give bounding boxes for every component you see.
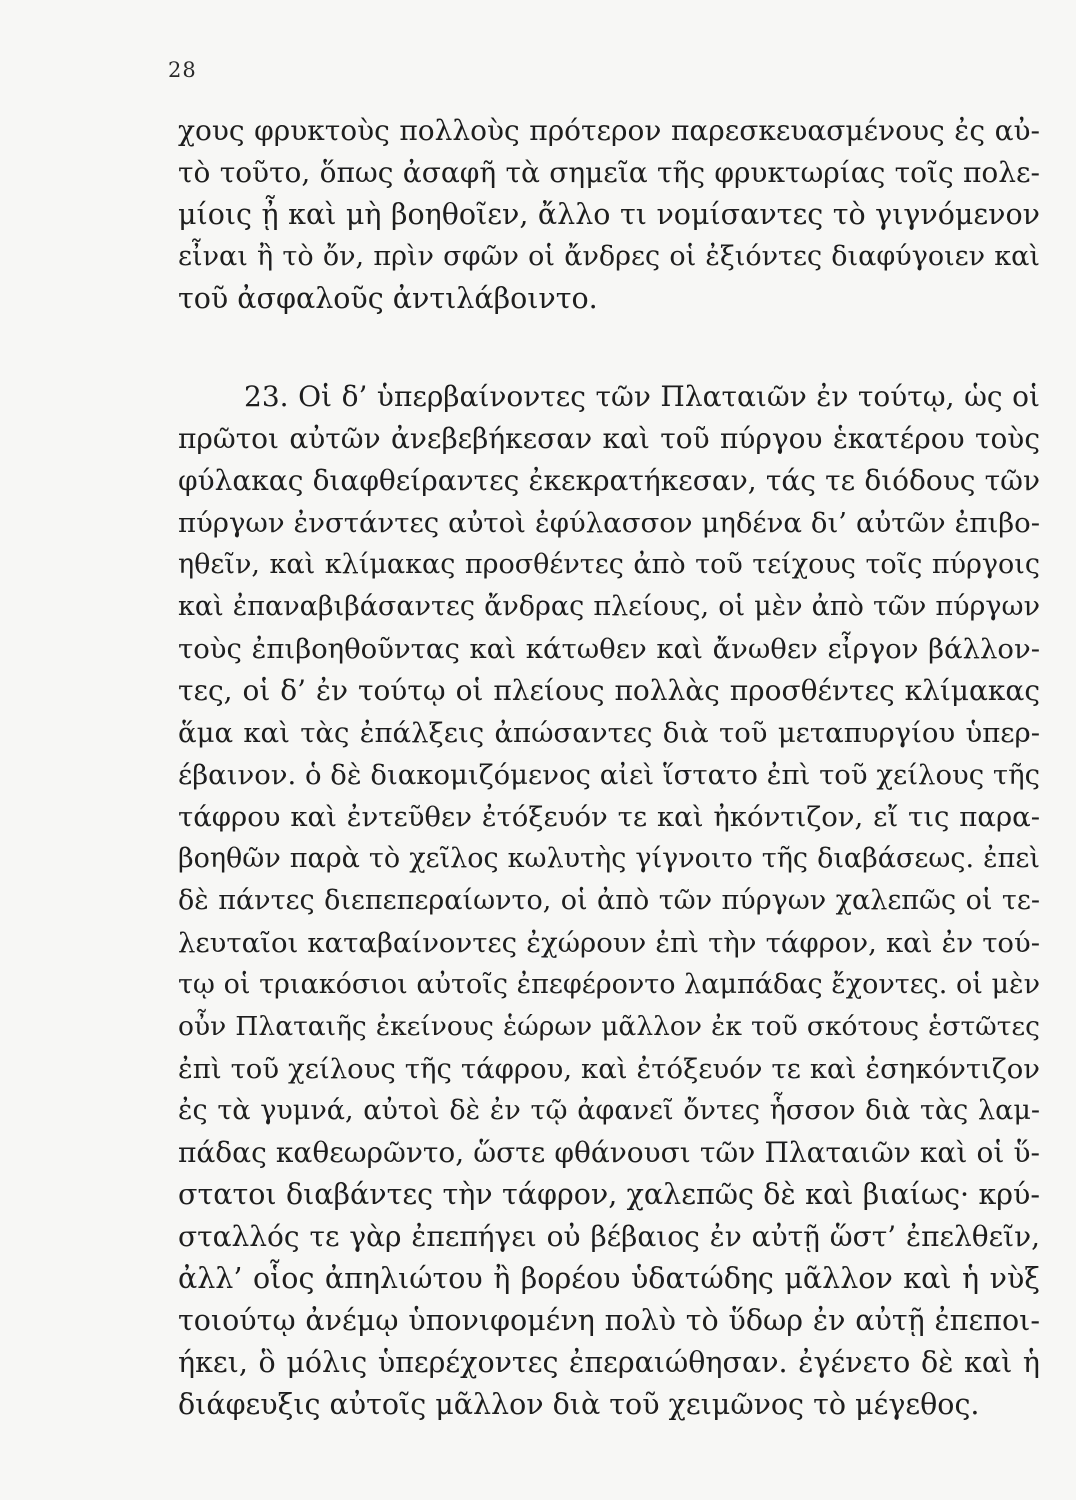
text-line: τῳ οἱ τριακόσιοι αὐτοῖς ἐπεφέροντο λαμπάδας ἔχοντες. οἱ μὲν [178,969,1040,1000]
text-line: βοηθῶν παρὰ τὸ χεῖλος κωλυτὴς γίγνοιτο τῆς διαβάσεως. ἐπεὶ [178,843,1040,874]
text-line: πρῶτοι αὐτῶν ἀνεβεβήκεσαν καὶ τοῦ πύργου ἑκατέρου τοὺς [178,422,1040,455]
text-line: ηθεῖν, καὶ κλίμακας προσθέντες ἀπὸ τοῦ τείχους τοῖς πύργοις [178,549,1040,580]
text-line: ἅμα καὶ τὰς ἐπάλξεις ἀπώσαντες διὰ τοῦ μεταπυργίου ὑπερ- [178,717,1040,749]
text-line: δὲ πάντες διεπεπεραίωντο, οἱ ἀπὸ τῶν πύργων χαλεπῶς οἱ τε- [178,885,1040,916]
text-line: πάδας καθεωρῶντο, ὥστε φθάνουσι τῶν Πλαταιῶν καὶ οἱ ὕ- [178,1136,1040,1169]
page-number: 28 [168,58,197,82]
text-line: σταλλός τε γὰρ ἐπεπήγει οὐ βέβαιος ἐν αὐτῇ ὥστ’ ἐπελθεῖν, [178,1220,1040,1253]
text-line: ήκει, ὃ μόλις ὑπερέχοντες ἐπεραιώθησαν. ἐγένετο δὲ καὶ ἡ [178,1346,1040,1379]
text-line: μίοις ᾖ καὶ μὴ βοηθοῖεν, ἄλλο τι νομίσαντες τὸ γιγνόμενον [178,198,1040,231]
text-line: διάφευξις αὐτοῖς μᾶλλον διὰ τοῦ χειμῶνος τὸ μέγεθος. [178,1388,980,1421]
text-line: 23. Οἱ δ’ ὑπερβαίνοντες τῶν Πλαταιῶν ἐν τούτῳ, ὡς οἱ [244,380,1040,413]
text-line: φύλακας διαφθείραντες ἐκεκρατήκεσαν, τάς τε διόδους τῶν [178,464,1040,497]
text-line: τάφρου καὶ ἐντεῦθεν ἐτόξευόν τε καὶ ἠκόντιζον, εἴ τις παρα- [178,801,1040,833]
text-line: τοὺς ἐπιβοηθοῦντας καὶ κάτωθεν καὶ ἄνωθεν εἶργον βάλλον- [178,633,1040,665]
text-line: χους φρυκτοὺς πολλοὺς πρότερον παρεσκευασμένους ἐς αὐ- [178,114,1040,147]
text-line: στατοι διαβάντες τὴν τάφρον, χαλεπῶς δὲ καὶ βιαίως· κρύ- [178,1178,1040,1211]
text-line: οὖν Πλαταιῆς ἐκείνους ἑώρων μᾶλλον ἐκ τοῦ σκότους ἑστῶτες [178,1011,1040,1042]
text-line: τες, οἱ δ’ ἐν τούτῳ οἱ πλείους πολλὰς προσθέντες κλίμακας [178,674,1040,707]
text-line: τοῦ ἀσφαλοῦς ἀντιλάβοιντο. [178,282,598,315]
text-line: ἐπὶ τοῦ χείλους τῆς τάφρου, καὶ ἐτόξευόν τε καὶ ἐσηκόντιζον [178,1053,1040,1085]
text-line: καὶ ἐπαναβιβάσαντες ἄνδρας πλείους, οἱ μὲν ἀπὸ τῶν πύργων [178,591,1040,622]
text-line: τὸ τοῦτο, ὅπως ἀσαφῆ τὰ σημεῖα τῆς φρυκτωρίας τοῖς πολε- [178,156,1040,189]
text-line: λευταῖοι καταβαίνοντες ἐχώρουν ἐπὶ τὴν τάφρον, καὶ ἐν τού- [178,927,1040,959]
text-line: ἀλλ’ οἷος ἀπηλιώτου ἢ βορέου ὑδατώδης μᾶλλον καὶ ἡ νὺξ [178,1262,1040,1295]
text-line: πύργων ἐνστάντες αὐτοὶ ἐφύλασσον μηδένα δι’ αὐτῶν ἐπιβο- [178,507,1040,539]
text-line: εἶναι ἢ τὸ ὄν, πρὶν σφῶν οἱ ἄνδρες οἱ ἐξιόντες διαφύγοιεν καὶ [178,241,1040,272]
text-line: ἐς τὰ γυμνά, αὐτοὶ δὲ ἐν τῷ ἀφανεῖ ὄντες ἧσσον διὰ τὰς λαμ- [178,1095,1040,1126]
text-line: έβαινον. ὁ δὲ διακομιζόμενος αἰεὶ ἵστατο ἐπὶ τοῦ χείλους τῆς [178,759,1040,791]
text-line: τοιούτῳ ἀνέμῳ ὑπονιφομένη πολὺ τὸ ὕδωρ ἐν αὐτῇ ἐπεποι- [178,1304,1040,1337]
